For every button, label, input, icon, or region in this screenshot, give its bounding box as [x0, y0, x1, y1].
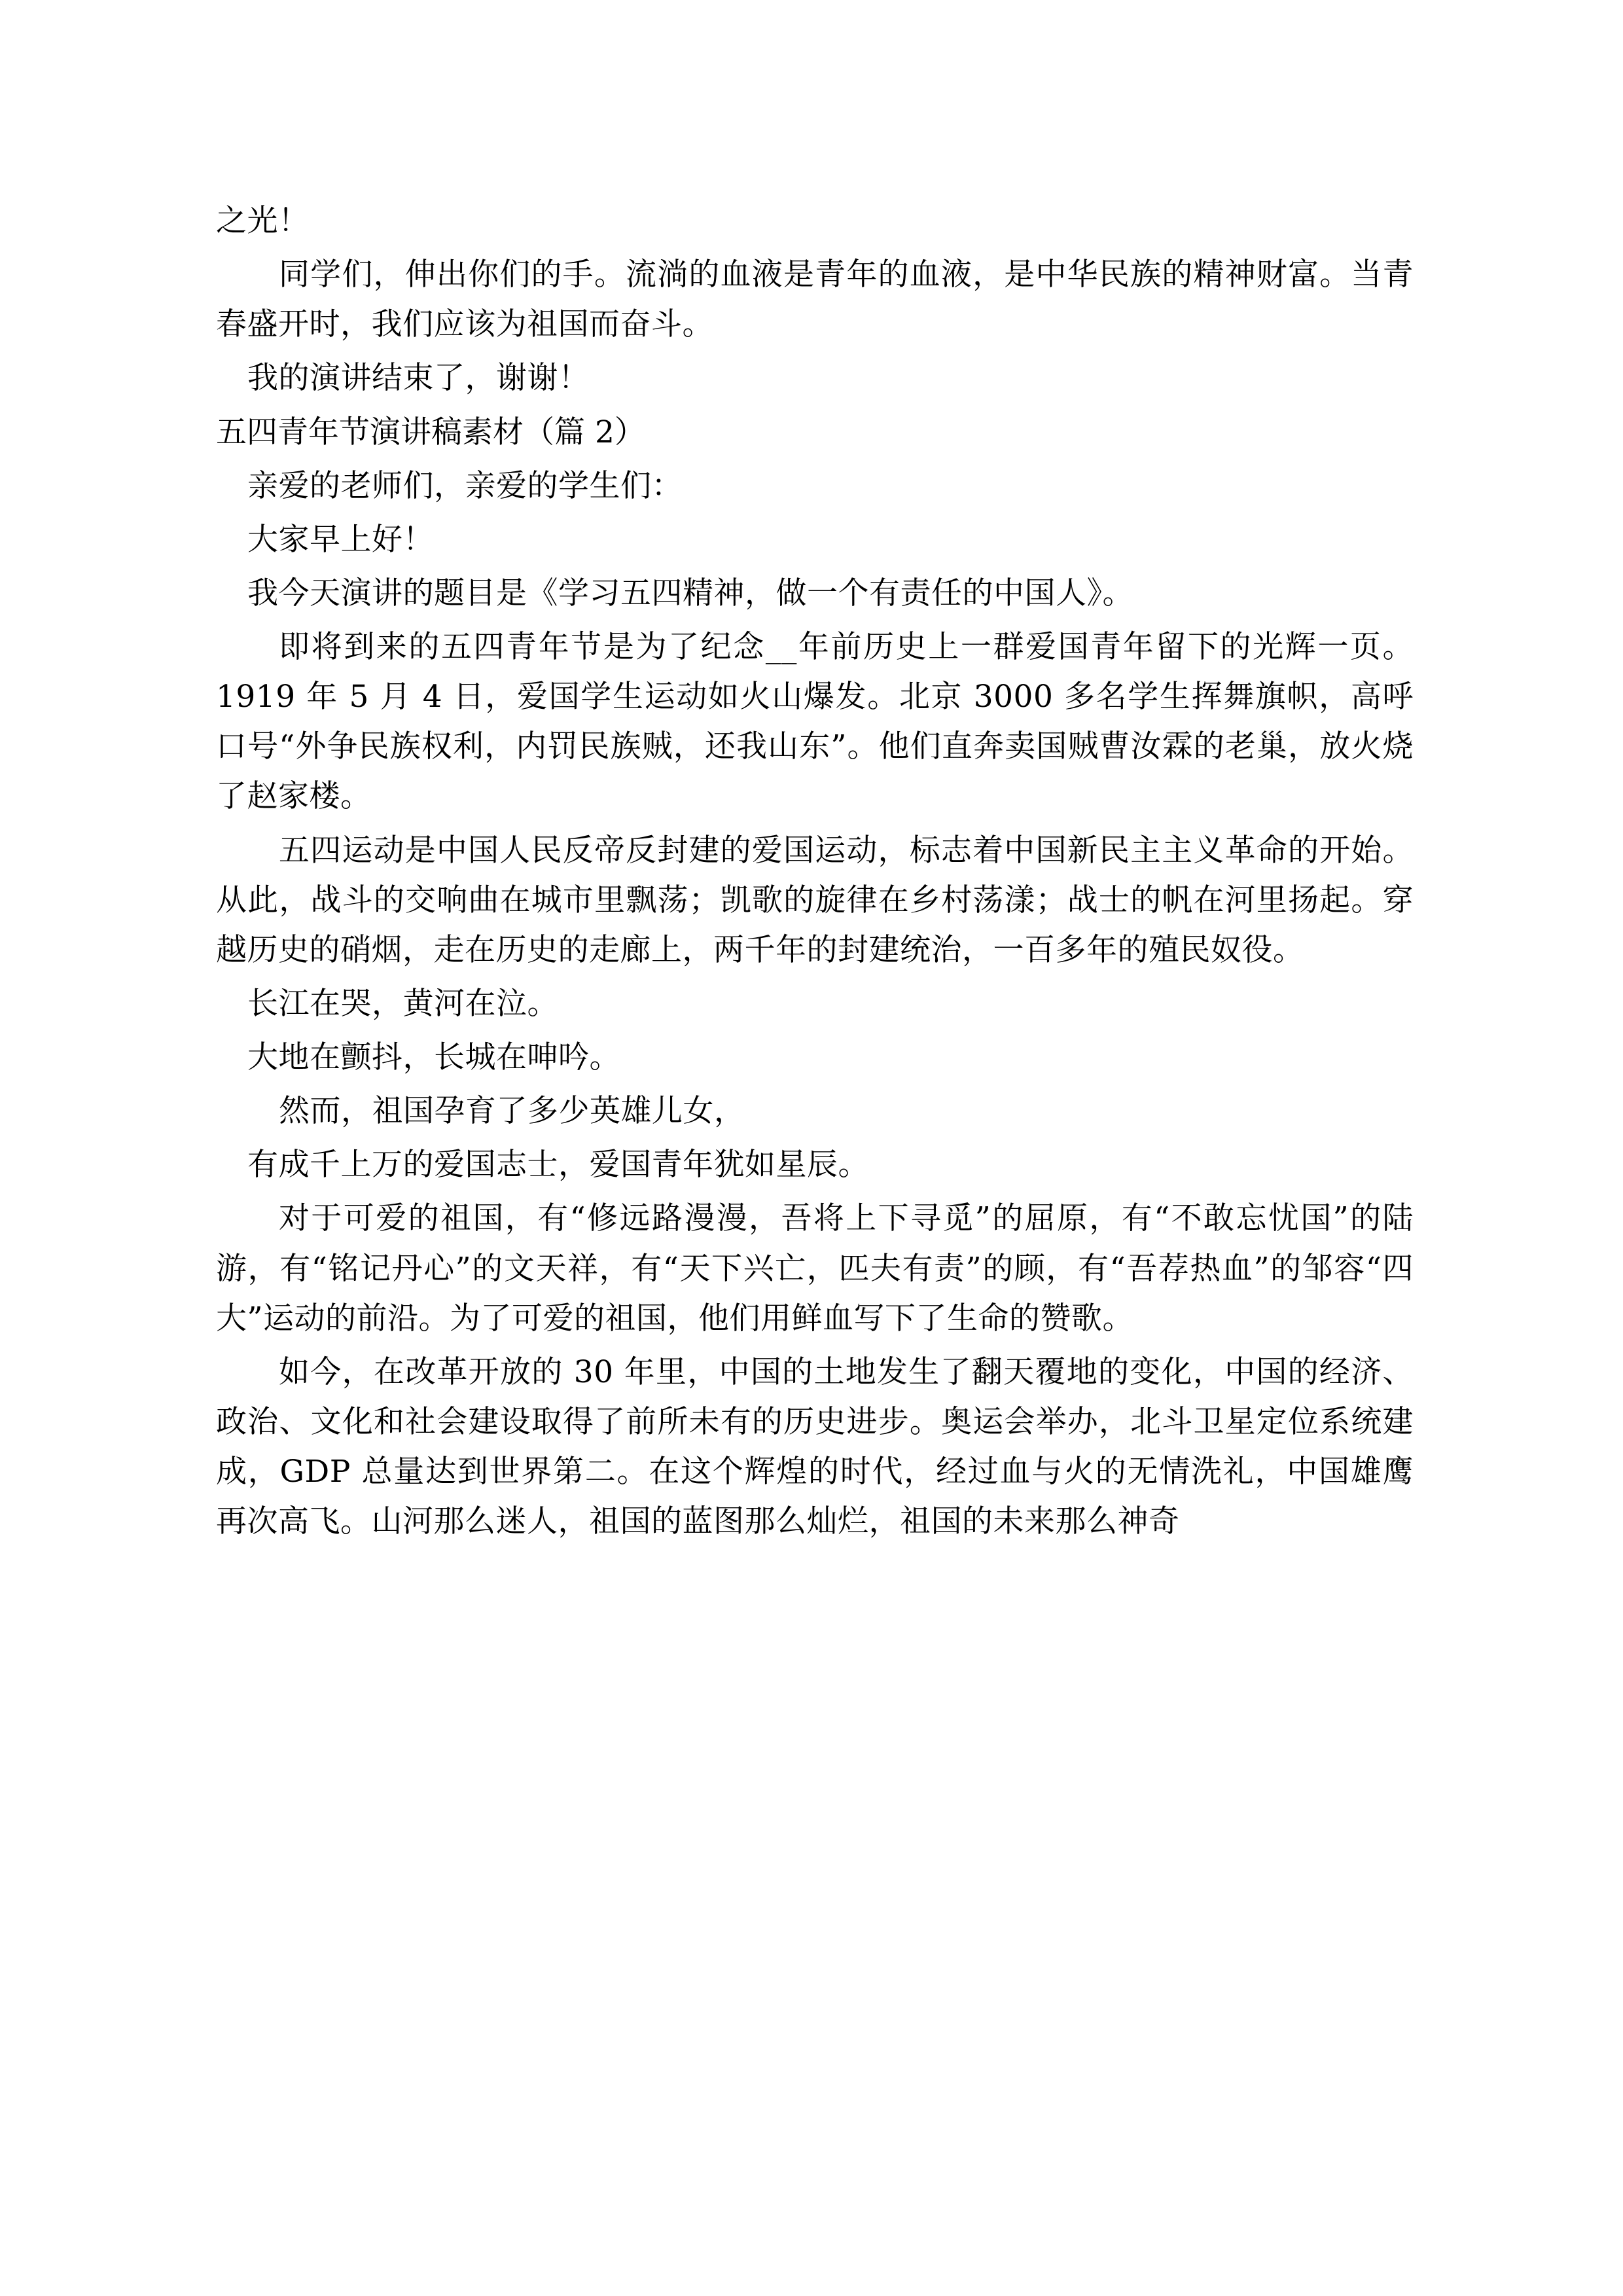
paragraph: 大地在颤抖，长城在呻吟。 [247, 1039, 620, 1075]
document-body [216, 196, 1414, 1547]
paragraph: 之光！ [216, 203, 310, 239]
paragraph: 同学们，伸出你们的手。流淌的血液是青年的血液，是中华民族的精神财富。当青春盛开时，我们应该为祖国而奋斗。 [216, 257, 1414, 343]
paragraph: 大家早上好！ [247, 521, 434, 558]
paragraph: 有成千上万的爱国志士，爱国青年犹如星辰。 [247, 1147, 869, 1183]
paragraph: 对于可爱的祖国，有“修远路漫漫，吾将上下寻觅”的屈原，有“不敢忘忧国”的陆游，有“铭记丹心”的文天祥，有“天下兴亡，匹夫有责”的顾，有“吾荐热血”的邹容“四大”运动的前沿。为了可爱的祖国，他们用鲜血写下了生命的赞歌。 [216, 1200, 1414, 1336]
paragraph: 我的演讲结束了，谢谢！ [247, 360, 590, 397]
paragraph: 长江在哭，黄河在泣。 [247, 985, 558, 1022]
paragraph: 我今天演讲的题目是《学习五四精神，做一个有责任的中国人》。 [247, 575, 1133, 611]
section-heading: 五四青年节演讲稿素材（篇 2） [216, 414, 645, 450]
paragraph: 即将到来的五四青年节是为了纪念__年前历史上一群爱国青年留下的光辉一页。1919 年 5 月 4 日，爱国学生运动如火山爆发。北京 3000 多名学生挥舞旗帜，高呼口号“外争民族权利，内罚民族贼，还我山东”。他们直奔卖国贼曹汝霖的老巢，放火烧了赵家楼。 [216, 629, 1414, 815]
paragraph: 如今，在改革开放的 30 年里，中国的土地发生了翻天覆地的变化，中国的经济、政治、文化和社会建设取得了前所未有的历史进步。奥运会举办，北斗卫星定位系统建成，GDP 总量达到世界第二。在这个辉煌的时代，经过血与火的无情洗礼，中国雄鹰再次高飞。山河那么迷人，祖国的蓝图那么灿烂，祖国的未来那么神奇 [216, 1354, 1414, 1540]
paragraph: 五四运动是中国人民反帝反封建的爱国运动，标志着中国新民主主义革命的开始。从此，战斗的交响曲在城市里飘荡；凯歌的旋律在乡村荡漾；战士的帆在河里扬起。穿越历史的硝烟，走在历史的走廊上，两千年的封建统治，一百多年的殖民奴役。 [216, 832, 1414, 968]
paragraph: 亲爱的老师们，亲爱的学生们： [247, 467, 683, 504]
paragraph: 然而，祖国孕育了多少英雄儿女， [279, 1093, 745, 1130]
